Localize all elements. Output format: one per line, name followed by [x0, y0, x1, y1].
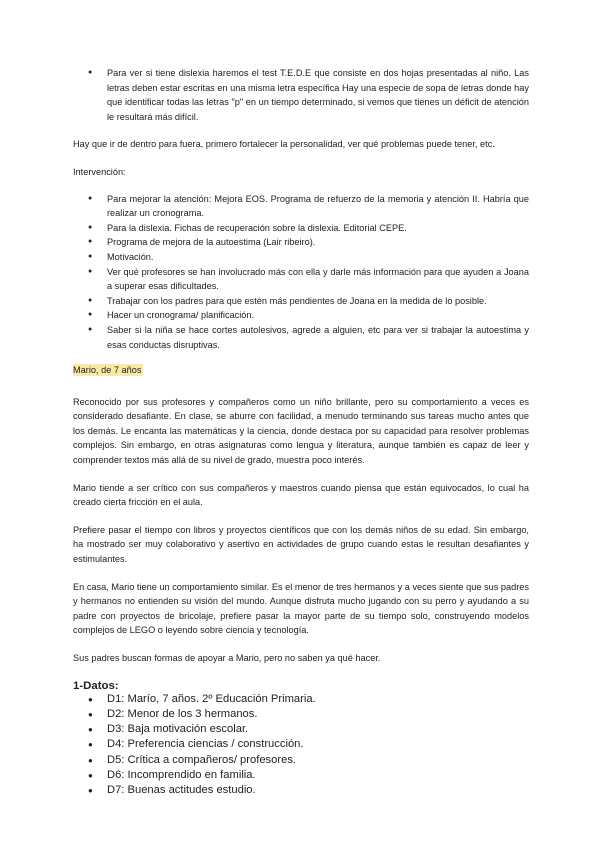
- list-item: ● D2: Menor de los 3 hermanos.: [73, 707, 529, 722]
- list-item: ● Trabajar con los padres para que estén más pendientes de Joana en la medida de lo posible.: [73, 294, 529, 309]
- list-item: ● Ver qué profesores se han involucrado más con ella y darle más información para que ayuden a Joana a superar esas dificultades.: [73, 265, 529, 294]
- list-item: ● D4: Preferencia ciencias / construcción.: [73, 737, 529, 752]
- list-item: ● Saber si la niña se hace cortes autolesivos, agrede a alguien, etc para ver si trabajar la autoestima y esas conductas disruptivas.: [73, 323, 529, 352]
- list-item: ● Para mejorar la atención: Mejora EOS. Programa de refuerzo de la memoria y atención II. Habría que realizar un cronograma.: [73, 192, 529, 221]
- list-item: ● Para la dislexia. Fichas de recuperación sobre la dislexia. Editorial CEPE.: [73, 221, 529, 236]
- mario-heading: Mario, de 7 años: [73, 365, 142, 376]
- intervencion-heading: Intervención:: [73, 166, 126, 177]
- paragraph-2: Mario tiende a ser crítico con sus compañeros y maestros cuando piensa que están equivocados, lo cual ha creado cierta fricción en el aula.: [73, 482, 529, 508]
- intervencion-list: [73, 192, 529, 353]
- list-item: ● D3: Baja motivación escolar.: [73, 722, 529, 737]
- paragraph-4: En casa, Mario tiene un comportamiento similar. Es el menor de tres hermanos y a veces siente que sus padres y hermanos no entienden su visión del mundo. Aunque disfruta mucho jugando con su perro y ayudando a su padre con proyectos de bricolaje, prefiere pasar la mayor parte de su tiempo solo, construyendo modelos complejos de LEGO o leyendo sobre ciencia y tecnología.: [73, 581, 529, 636]
- top-bullet-list: [73, 66, 529, 124]
- list-item: ● D6: Incomprendido en familia.: [73, 768, 529, 783]
- datos-title: 1-Datos:: [73, 679, 119, 692]
- paragraph-3: Prefiere pasar el tiempo con libros y proyectos científicos que con los demás niños de su edad. Sin embargo, ha mostrado ser muy colaborativo y asertivo en actividades de grupo cuando estas le resultan desafiantes y estimulantes.: [73, 524, 529, 565]
- list-item: ● Motivación.: [73, 250, 529, 265]
- list-item: ● Para ver si tiene dislexia haremos el test T.E.D.E que consiste en dos hojas presentadas al niño. Las letras deben estar escritas en una misma letra específica Hay una especie de sopa de letras donde hay que identificar todas las letras "p" en un tiempo determinado, si vemos que tienes un déficit de atención le resultará más difícil.: [73, 66, 529, 124]
- paragraph-1: Reconocido por sus profesores y compañeros como un niño brillante, pero su comportamiento a veces es considerado desafiante. En clase, se aburre con facilidad, a menudo terminando sus tareas mucho antes que los demás. Le encanta las matemáticas y la ciencia, donde destaca por su capacidad para resolver problemas complejos. Sin embargo, en otras asignaturas como lengua y literatura, aunque también es capaz de leer y comprender textos más allá de su nivel de grado, muestra poco interés.: [73, 396, 529, 466]
- paragraph-para-fuera: Hay que ir de dentro para fuera, primero fortalecer la personalidad, ver qué problemas puede tener, etc.: [73, 139, 495, 150]
- paragraph-5: Sus padres buscan formas de apoyar a Mario, pero no saben ya qué hacer.: [73, 653, 381, 663]
- list-item: ● D7: Buenas actitudes estudio.: [73, 783, 529, 798]
- list-item: ● D1: Marío, 7 años. 2º Educación Primaria.: [73, 692, 529, 707]
- datos-list: [73, 692, 529, 799]
- list-item: ● Programa de mejora de la autoestima (Lair ribeiro).: [73, 235, 529, 250]
- list-item: ● D5: Crítica a compañeros/ profesores.: [73, 753, 529, 768]
- list-item: ● Hacer un cronograma/ planificación.: [73, 308, 529, 323]
- document-page: [73, 66, 529, 799]
